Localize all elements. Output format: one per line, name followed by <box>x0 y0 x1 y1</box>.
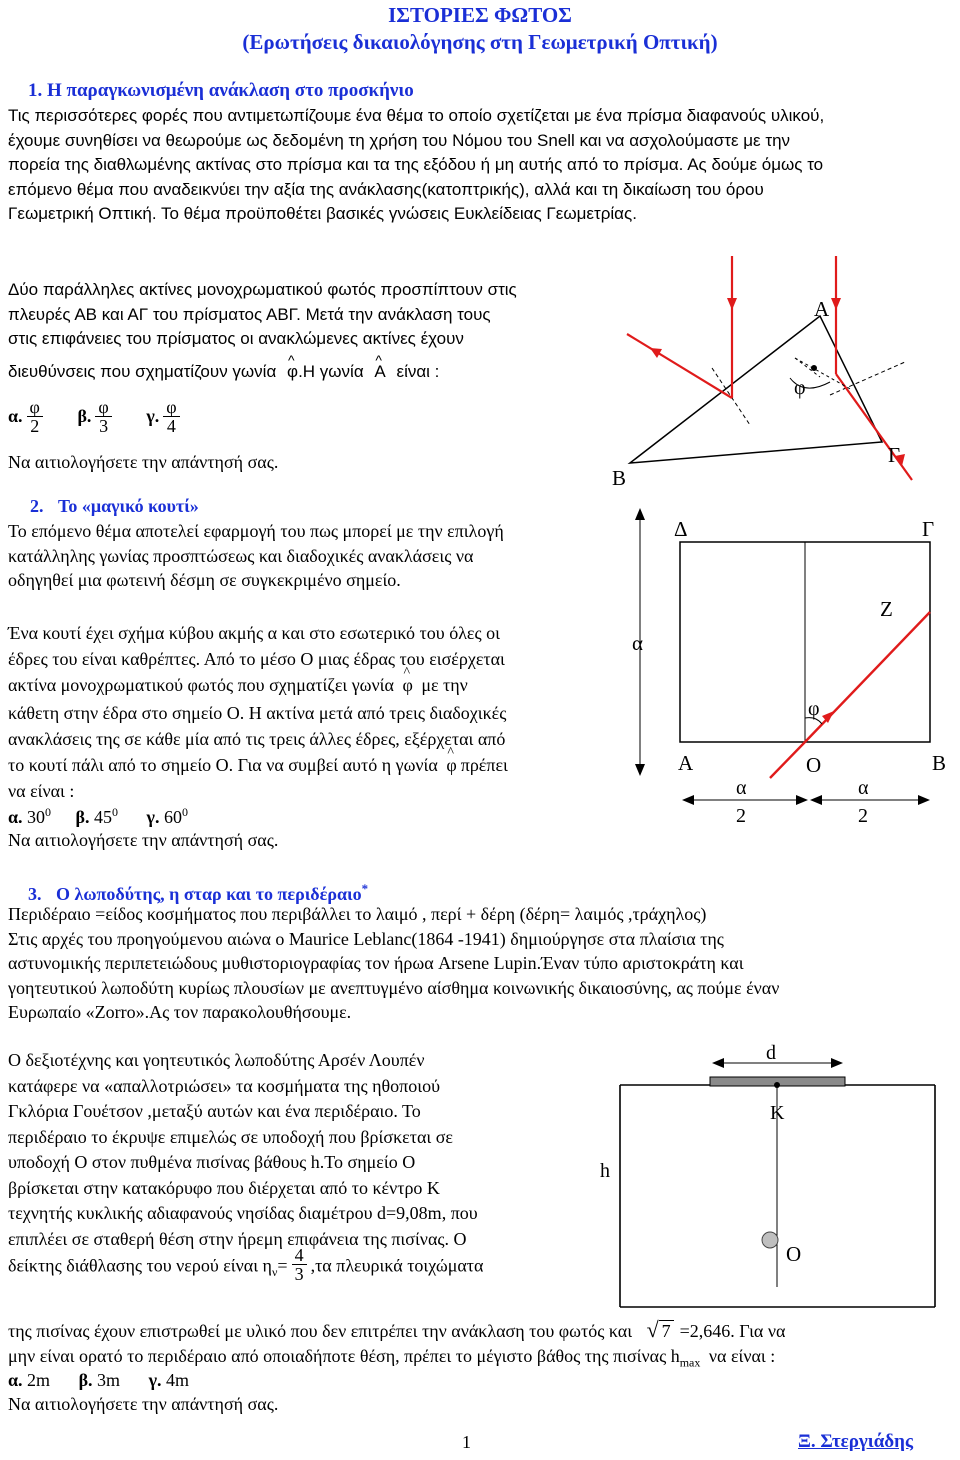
q1-intro <box>8 104 824 227</box>
q1-problem <box>8 278 517 352</box>
center-point-k <box>774 1082 780 1088</box>
label-d: Δ <box>674 517 688 541</box>
light-ray-entry <box>770 742 805 778</box>
reflected-ray-2 <box>836 374 912 480</box>
necklace-icon <box>762 1232 778 1248</box>
q2-option-b[interactable]: β. <box>75 807 90 827</box>
q1-intro-line: πορεία της διαθλωμένης ακτίνας στο πρίσμα και τα της εξόδου ή μη αυτής από το πρίσμα. Ας δούμε όμως το <box>8 155 824 174</box>
label-a: Α <box>814 297 830 321</box>
phi-hat-symbol: ^ φ <box>402 672 412 698</box>
q3-number: 3. <box>28 884 42 904</box>
label-half-den: 2 <box>858 805 868 827</box>
q3-sqrt-a: της πισίνας έχουν επιστρωθεί με υλικό που δεν επιτρέπει την ανάκλαση του φωτός και <box>8 1321 633 1341</box>
label-h: h <box>600 1160 610 1182</box>
q3-intro-line: Ευρωπαίο «Zorro».Ας τον παρακολουθήσουμε. <box>8 1002 352 1022</box>
sqrt-symbol: √ <box>646 1317 659 1342</box>
q2-intro <box>8 519 504 593</box>
label-d: d <box>766 1042 776 1064</box>
q1-option-b-den: 3 <box>99 416 109 436</box>
q3-problem-line: επιπλέει σε σταθερή θέση στην ήρεμη επιφάνεια της πισίνας. Ο <box>8 1228 467 1249</box>
eta-numerator: 4 <box>292 1246 307 1265</box>
q1-problem-line: Δύο παράλληλες ακτίνες μονοχρωματικού φωτός προσπίπτουν στις <box>8 280 517 299</box>
q3-option-b-value: 3m <box>97 1370 121 1390</box>
q1-option-c-den: 4 <box>166 416 176 436</box>
q3-star: * <box>361 881 369 896</box>
q3-problem-line: Ο δεξιοτέχνης και γοητευτικός λωποδύτης Αρσέν Λουπέν <box>8 1050 425 1070</box>
q1-option-c-num: φ <box>163 398 179 417</box>
sqrt-value: 7 <box>659 1320 674 1341</box>
q3-intro <box>8 902 779 1025</box>
q1-options <box>8 398 184 435</box>
arrow-up-icon <box>635 508 645 520</box>
label-o: Ο <box>806 753 822 777</box>
eta-subscript: ν <box>271 1265 278 1280</box>
label-k: Κ <box>770 1102 785 1124</box>
label-half-num: α <box>736 777 747 799</box>
q3-option-b[interactable]: β. <box>78 1370 93 1390</box>
reflected-ray-1 <box>627 334 732 398</box>
q1-option-a[interactable]: α. <box>8 406 23 426</box>
q2-intro-line: οδηγηθεί μια φωτεινή δέσμη σε συγκεκριμένο σημείο. <box>8 570 401 590</box>
q3-option-c[interactable]: γ. <box>148 1370 162 1390</box>
q1-problem-last-b: .Η γωνία <box>298 362 364 381</box>
q3-eta-a: δείκτης διάθλασης του νερού είναι η <box>8 1255 272 1276</box>
q3-intro-line: γοητευτικού λωποδύτη κυρίως πλουσίων με ανεπτυγμένο αίσθημα κοινωνικής δικαιοσύνης, ας πούμε έναν <box>8 977 780 998</box>
angle-a-hat-symbol: ^ Α <box>374 360 385 385</box>
q3-hmax-b: να είναι : <box>708 1346 776 1366</box>
page-number: 1 <box>462 1432 471 1452</box>
page-subtitle: (Ερωτήσεις δικαιολόγησης στη Γεωμετρική Οπτική) <box>242 30 718 54</box>
label-o: Ο <box>786 1242 802 1266</box>
q2-problem-line: κάθετη στην έδρα στο σημείο Ο. Η ακτίνα μετά από τρεις διαδοχικές <box>8 703 507 723</box>
arrow-right-icon <box>831 1058 843 1068</box>
intersection-point <box>811 365 817 371</box>
arrow-left-icon <box>810 795 822 805</box>
arrow-right-icon <box>796 795 808 805</box>
q1-heading: 1. Η παραγκωνισμένη ανάκλαση στο προσκήνιο <box>28 80 414 101</box>
arrow-right-icon <box>918 795 930 805</box>
label-b: Β <box>932 751 947 775</box>
q3-justify: Να αιτιολογήσετε την απάντησή σας. <box>8 1394 279 1414</box>
q2-option-a[interactable]: α. <box>8 807 23 827</box>
eta-denominator: 3 <box>294 1264 304 1284</box>
arrow-left-icon <box>682 795 694 805</box>
ray-arrow-icon <box>831 298 841 310</box>
q3-problem <box>8 1048 478 1252</box>
q1-option-a-num: φ <box>27 398 43 417</box>
q3-sqrt-b: =2,646. Για να <box>679 1321 786 1341</box>
phi-hat-symbol: ^ φ <box>446 752 456 778</box>
q2-problem-line: να είναι : <box>8 781 75 801</box>
q2-problem-line: έδρες του είναι καθρέπτες. Από το μέσο Ο μιας έδρας του εισέρχεται <box>8 649 505 669</box>
label-phi: φ <box>808 698 820 720</box>
q2-options <box>8 800 188 830</box>
q2-problem-line: Ένα κουτί έχει σχήμα κύβου ακμής α και στο εσωτερικό του όλες οι <box>8 623 500 643</box>
q2-option-c-value: 60 <box>163 807 182 827</box>
q2-title: Το «μαγικό κουτί» <box>58 496 199 516</box>
box-diagram <box>610 500 960 835</box>
q3-eta-b: ,τα πλευρικά τοιχώματα <box>310 1255 484 1276</box>
ray-arrow-icon <box>727 298 737 310</box>
q2-line3-b: με την <box>421 675 468 695</box>
q3-eta-line <box>8 1245 484 1285</box>
q2-intro-line: κατάλληλης γωνίας προσπτώσεως και διαδοχικές ανακλάσεις να <box>8 545 474 566</box>
q2-option-b-value: 45 <box>94 807 113 827</box>
q1-problem-last <box>8 360 439 385</box>
q1-intro-line: επόμενο θέμα που αναδεικνύει την αξία της ανάκλασης(κατοπτρικής), αλλά και τη δικαίωση του όρου <box>8 179 764 199</box>
q2-line3-a: ακτίνα μονοχρωματικού φωτός που σχηματίζει γωνία <box>8 675 394 695</box>
q1-problem-last-a: διευθύνσεις που σχηματίζουν γωνία <box>8 362 277 381</box>
q1-intro-line: Τις περισσότερες φορές που αντιμετωπίζουμε ένα θέμα το οποίο σχετίζεται με ένα πρίσμα διαφανούς υλικού, <box>8 106 825 125</box>
q2-intro-line: Το επόμενο θέμα αποτελεί εφαρμογή του πως μπορεί με την επιλογή <box>8 521 504 541</box>
q3-problem-line: περιδέραιο το έκρυψε επιμελώς σε υποδοχή που βρίσκεται σε <box>8 1126 453 1147</box>
q3-sqrt-line <box>8 1318 785 1344</box>
q2-line6-b: πρέπει <box>460 755 508 775</box>
q2-problem <box>8 620 508 804</box>
q3-hmax-a: μην είναι ορατό το περιδέραιο από οποιαδήποτε θέση, πρέπει το μέγιστο βάθος της πισίνας h <box>8 1346 680 1366</box>
q3-intro-line: Στις αρχές του προηγούμενου αιώνα ο Maurice Leblanc(1864 -1941) δημιούργησε στα πλαίσια της <box>8 928 724 949</box>
phi-hat-symbol: ^ φ <box>287 360 298 385</box>
q2-option-c[interactable]: γ. <box>146 807 160 827</box>
label-z: Ζ <box>880 597 893 621</box>
q3-problem-line: τεχνητής κυκλικής αδιαφανούς νησίδας διαμέτρου d=9,08m, που <box>8 1203 478 1223</box>
label-phi: φ <box>794 377 806 399</box>
q3-option-c-value: 4m <box>165 1370 189 1390</box>
q2-option-a-value: 30 <box>27 807 46 827</box>
degree-symbol: 0 <box>181 805 188 819</box>
degree-symbol: 0 <box>112 805 119 819</box>
q3-problem-line: υποδοχή Ο στον πυθμένα πισίνας βάθους h.Το σημείο Ο <box>8 1152 416 1172</box>
q2-line6-a: το κουτί πάλι από το σημείο Ο. Για να συμβεί αυτό η γωνία <box>8 755 438 775</box>
q3-options <box>8 1368 189 1393</box>
normal-line-ag <box>830 362 905 395</box>
q1-intro-line: Γεωμετρική Οπτική. Το θέμα προϋποθέτει βασικές γνώσεις Ευκλείδειας Γεωμετρίας. <box>8 204 637 223</box>
label-half-num: α <box>858 777 869 799</box>
q2-justify: Να αιτιολογήσετε την απάντησή σας. <box>8 830 279 850</box>
degree-symbol: 0 <box>45 805 52 819</box>
arrow-left-icon <box>712 1058 724 1068</box>
q1-problem-line: πλευρές ΑΒ και ΑΓ του πρίσματος ΑΒΓ. Μετά την ανάκλαση τους <box>8 304 491 324</box>
q3-intro-line: Περιδέραιο =είδος κοσμήματος που περιβάλλει το λαιμό , περί + δέρη (δέρη= λαιμός ,τράχηλος) <box>8 904 707 924</box>
q1-option-b-num: φ <box>95 398 111 417</box>
q1-justify: Να αιτιολογήσετε την απάντησή σας. <box>8 452 279 472</box>
hmax-subscript: max <box>679 1355 701 1370</box>
q3-problem-line: Γκλόρια Γουέτσον ,μεταξύ αυτών και ένα περιδέραιο. Το <box>8 1101 421 1121</box>
q1-problem-line: στις επιφάνειες του πρίσματος οι ανακλώμενες ακτίνες έχουν <box>8 329 464 348</box>
label-a-edge: α <box>632 631 644 655</box>
q3-option-a[interactable]: α. <box>8 1370 23 1390</box>
q2-problem-line3 <box>8 672 508 698</box>
label-g: Γ <box>888 443 901 467</box>
eta-equals: = <box>277 1255 288 1276</box>
q2-number: 2. <box>30 496 44 516</box>
q2-heading <box>30 494 199 519</box>
q3-problem-line: βρίσκεται στην κατακόρυφο που διέρχεται από το κέντρο Κ <box>8 1177 440 1198</box>
q1-option-a-den: 2 <box>30 416 40 436</box>
author-link[interactable]: Ξ. Στεργιάδης <box>798 1431 913 1452</box>
arrow-down-icon <box>635 764 645 776</box>
q1-option-b[interactable]: β. <box>77 406 92 426</box>
label-g: Γ <box>922 517 935 541</box>
label-a-vertex: Α <box>678 751 694 775</box>
q3-title: Ο λωποδύτης, η σταρ και το περιδέραιο <box>56 884 362 904</box>
q3-problem-line: κατάφερε να «απαλλοτριώσει» τα κοσμήματα της ηθοποιού <box>8 1075 440 1096</box>
q1-option-c[interactable]: γ. <box>146 406 160 426</box>
q3-intro-line: αστυνομικής περιπετειώδους μυθιστοριογραφίας τον ήρωα Arsene Lupin.Έναν τύπο αριστοκράτη και <box>8 953 744 973</box>
q2-problem-line6 <box>8 752 508 778</box>
prism-diagram <box>590 250 960 495</box>
label-half-den: 2 <box>736 805 746 827</box>
label-b: Β <box>612 466 627 490</box>
page-title: ΙΣΤΟΡΙΕΣ ΦΩΤΟΣ <box>388 3 572 27</box>
prism-triangle <box>630 316 882 463</box>
q3-option-a-value: 2m <box>27 1370 51 1390</box>
q2-problem-line: ανακλάσεις της σε κάθε μία από τις τρεις άλλες έδρες, εξέρχεται από <box>8 729 506 749</box>
q1-intro-line: έχουμε συνηθίσει να θεωρούμε ως δεδομένη τη χρήση του Νόμου του Snell και να ασχολούμαστε με την <box>8 130 791 150</box>
light-ray <box>805 612 930 742</box>
q1-problem-last-c: είναι : <box>396 362 440 381</box>
pool-diagram <box>580 1035 960 1315</box>
